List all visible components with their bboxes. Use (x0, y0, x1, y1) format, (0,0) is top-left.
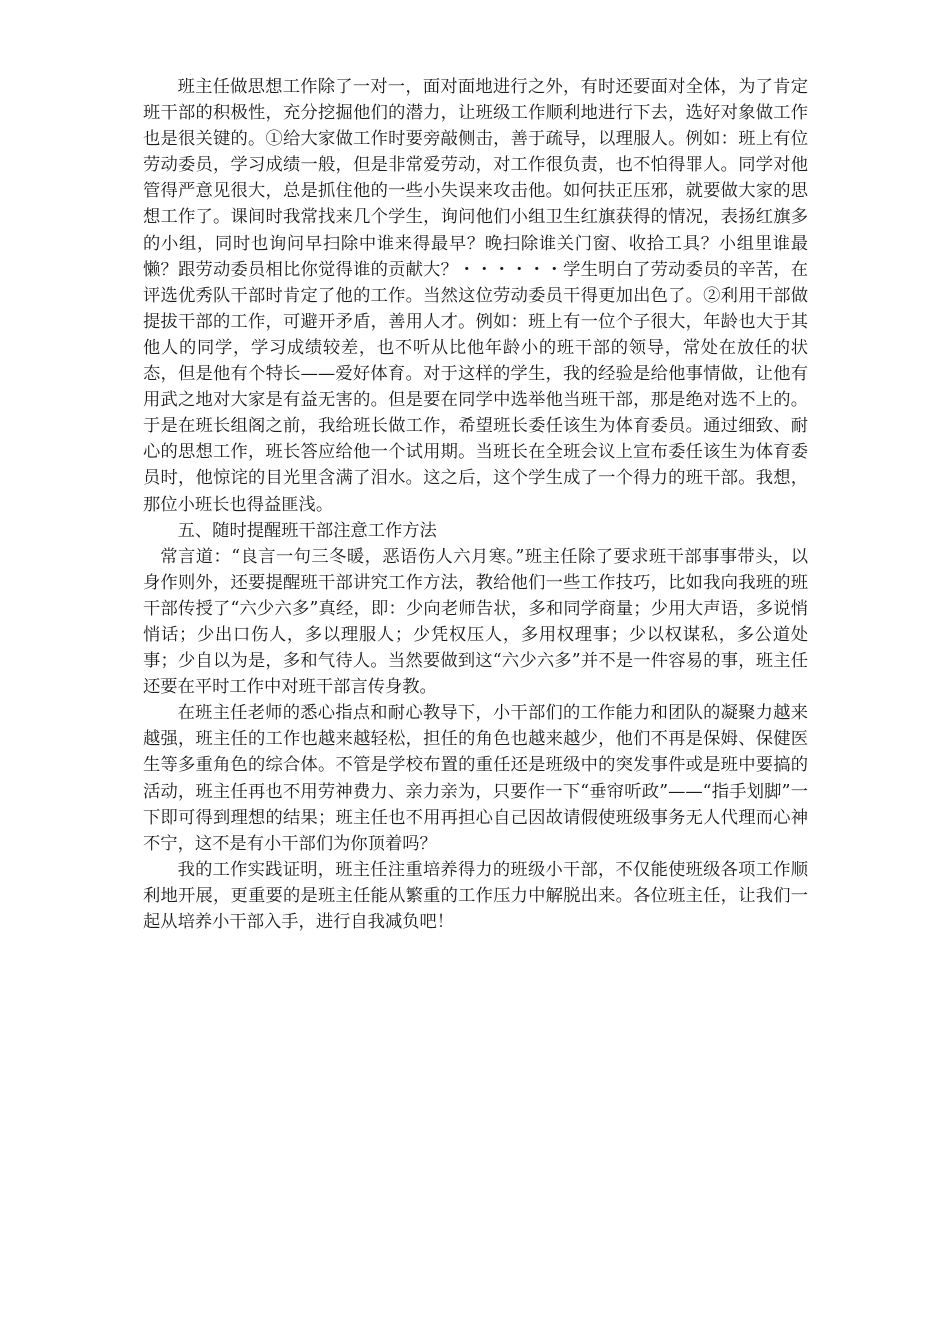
paragraph-thought-work: 班主任做思想工作除了一对一，面对面地进行之外，有时还要面对全体，为了肯定班干部的积极性，充分挖掘他们的潜力，让班级工作顺利地进行下去，选好对象做工作也是很关键的。①给大家做工作时要旁敲侧击，善于疏导，以理服人。例如：班上有位劳动委员，学习成绩一般，但是非常爱劳动，对工作很负责，也不怕得罪人。同学对他管得严意见很大，总是抓住他的一些小失误来攻击他。如何扶正压邪，就要做大家的思想工作了。课间时我常找来几个学生，询问他们小组卫生红旗获得的情况，表扬红旗多的小组，同时也询问早扫除中谁来得最早？晚扫除谁关门窗、收拾工具？小组里谁最懒？跟劳动委员相比你觉得谁的贡献大？・・・・・・学生明白了劳动委员的辛苦，在评选优秀队干部时肯定了他的工作。当然这位劳动委员干得更加出色了。②利用干部做提拔干部的工作，可避开矛盾，善用人才。例如：班上有一位个子很大，年龄也大于其他人的同学，学习成绩较差，也不听从比他年龄小的班干部的领导，常处在放任的状态，但是他有个特长——爱好体育。对于这样的学生，我的经验是给他事情做，让他有用武之地对大家是有益无害的。但是要在同学中选举他当班干部，那是绝对选不上的。于是在班长组阁之前，我给班长做工作，希望班长委任该生为体育委员。通过细致、耐心的思想工作，班长答应给他一个试用期。当班长在全班会议上宣布委任该生为体育委员时，他惊诧的目光里含满了泪水。这之后，这个学生成了一个得力的班干部。我想，那位小班长也得益匪浅。 (143, 77, 808, 515)
document-page (143, 74, 808, 935)
paragraph-work-methods: 常言道：“良言一句三冬暖，恶语伤人六月寒。”班主任除了要求班干部事事带头，以身作则外，还要提醒班干部讲究工作方法，教给他们一些工作技巧，比如我向我班的班干部传授了“六少六多”真经，即：少向老师告状，多和同学商量；少用大声语，多说悄悄话；少出口伤人，多以理服人；少凭权压人，多用权理事；少以权谋私，多公道处事；少自以为是，多和气待人。当然要做到这“六少六多”并不是一件容易的事，班主任还要在平时工作中对班干部言传身教。 (143, 546, 808, 698)
section-heading-five: 五、随时提醒班干部注意工作方法 (177, 520, 437, 541)
paragraph-conclusion: 我的工作实践证明，班主任注重培养得力的班级小干部，不仅能使班级各项工作顺利地开展，更重要的是班主任能从繁重的工作压力中解脱出来。各位班主任，让我们一起从培养小干部入手，进行自我减负吧！ (143, 859, 808, 932)
paragraph-results: 在班主任老师的悉心指点和耐心教导下，小干部们的工作能力和团队的凝聚力越来越强，班主任的工作也越来越轻松，担任的角色也越来越少，他们不再是保姆、保健医生等多重角色的综合体。不管是学校布置的重任还是班级中的突发事件或是班中要搞的活动，班主任再也不用劳神费力、亲力亲为，只要作一下“垂帘听政”——“指手划脚”一下即可得到理想的结果；班主任也不用再担心自己因故请假使班级事务无人代理而心神不宁，这不是有小干部们为你顶着吗？ (143, 703, 808, 854)
